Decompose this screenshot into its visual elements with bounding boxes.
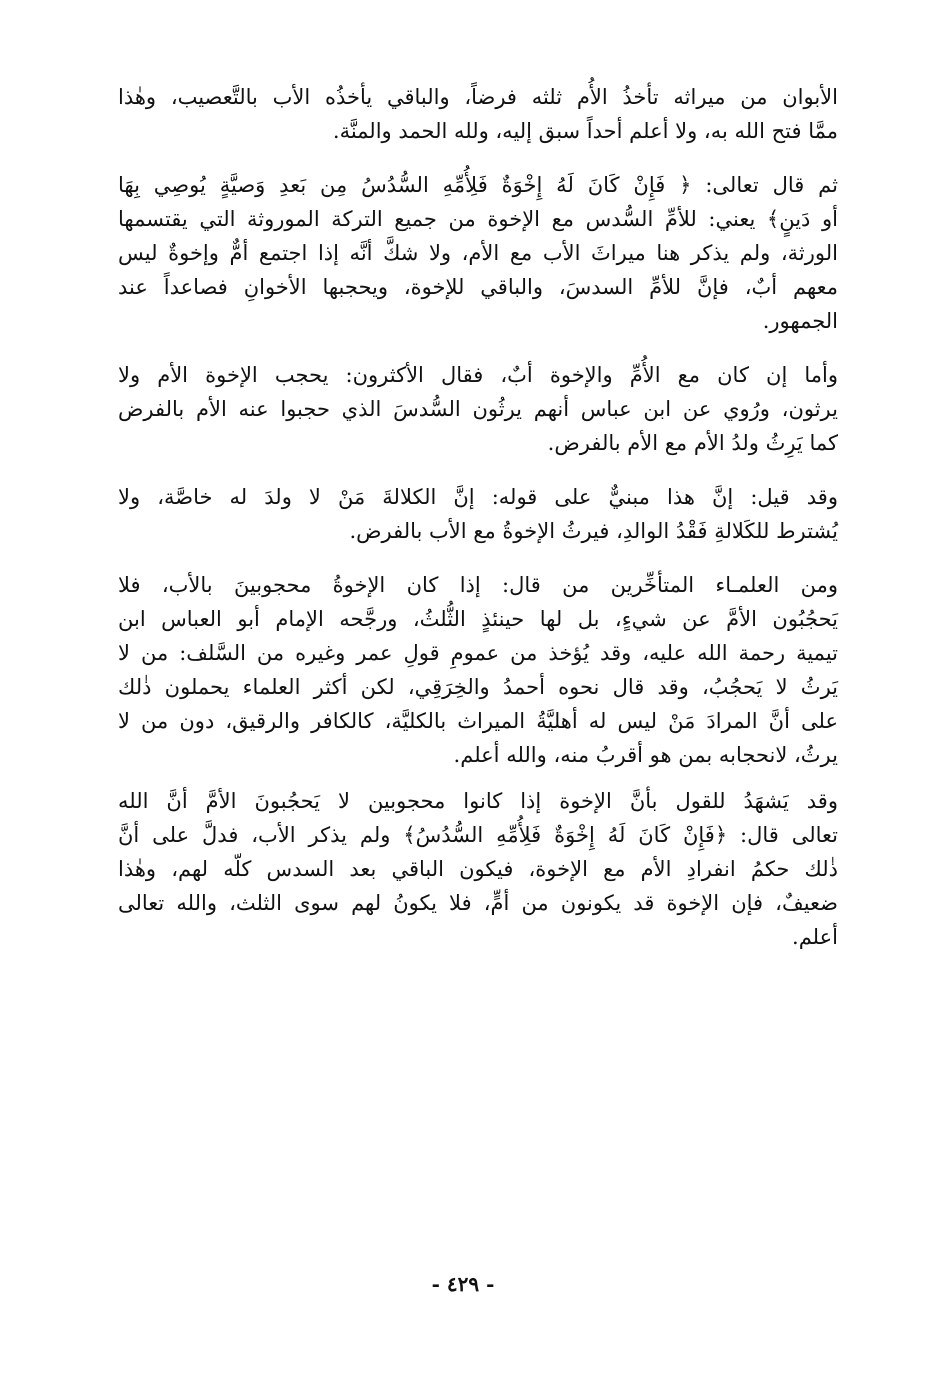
paragraph-4 (118, 480, 838, 548)
text-line: ذٰلك حكمُ انفرادِ الأم مع الإخوة، فيكون الباقي بعد السدس كلّه لهم، وهٰذا (118, 857, 838, 881)
text-line: على أنَّ المرادَ مَنْ ليس له أهليَّةُ الميراث بالكليَّة، كالكافر والرقيق، دون من لا (118, 709, 838, 733)
text-line: يَرثُ لا يَحجُبُ، وقد قال نحوه أحمدُ والخِرَقِي، لكن أكثر العلماء يحملون ذٰلك (118, 675, 838, 699)
paragraph-6 (118, 784, 838, 954)
text-line: كما يَرِثُ ولدُ الأم مع الأم بالفرض. (547, 431, 838, 455)
text-line: أو دَينٍ﴾ يعني: للأمِّ السُّدس مع الإخوة من جميع التركة الموروثة التي يقتسمها (118, 207, 838, 231)
text-line: تعالى قال: ﴿فَإِنْ كَانَ لَهُ إِخْوَةٌ فَلِأُمِّهِ السُّدُسُ﴾ ولم يذكر الأب، فدلَّ على أنَّ (118, 823, 838, 847)
text-line: تيمية رحمة الله عليه، وقد يُؤخذ من عمومِ قولِ عمر وغيره من السَّلف: من لا (118, 641, 838, 665)
text-line: الورثة، ولم يذكر هنا ميراثَ الأب مع الأم، ولا شكَّ أنَّه إذا اجتمع أمٌّ وإخوةٌ ليس (118, 241, 838, 265)
text-line: ضعيفٌ، فإن الإخوة قد يكونون من أمٍّ، فلا يكونُ لهم سوى الثلث، والله تعالى (118, 891, 838, 915)
paragraph-5 (118, 568, 838, 772)
text-line: الأبوان من ميراثه تأخذُ الأُم ثلثه فرضاً، والباقي يأخذُه الأب بالتَّعصيب، وهٰذا (118, 85, 838, 109)
paragraph-3 (118, 358, 838, 460)
page-number: - ٤٢٩ - (431, 1272, 495, 1296)
text-line: الجمهور. (762, 309, 838, 333)
paragraph-1 (118, 80, 838, 148)
text-line: وأما إن كان مع الأُمِّ والإخوة أبٌ، فقال الأكثرون: يحجب الإخوة الأم ولا (118, 363, 838, 387)
paragraph-2 (118, 168, 838, 338)
text-line: يرثون، ورُوي عن ابن عباس أنهم يرثُون السُّدسَ الذي حجبوا عنه الأم بالفرض (118, 397, 838, 421)
text-line: وقد قيل: إنَّ هذا مبنيٌّ على قوله: إنَّ الكلالةَ مَنْ لا ولدَ له خاصَّة، ولا (118, 485, 838, 509)
text-line: يَحجُبُون الأمَّ عن شيءٍ، بل لها حينئذٍ الثُّلثُ، ورجَّحه الإمام أبو العباس ابن (118, 607, 838, 631)
text-line: يرثُ، لانحجابه بمن هو أقربُ منه، والله أعلم. (453, 743, 838, 767)
text-line: ومن العلمـاء المتأخِّرين من قال: إذا كان الإخوةُ محجوبينَ بالأب، فلا (118, 573, 838, 597)
text-line: ثم قال تعالى: ﴿ فَإِنْ كَانَ لَهُ إِخْوَةٌ فَلِأُمِّهِ السُّدُسُ مِن بَعدِ وَصيَّةٍ يُوصِي بِهَا (118, 173, 838, 197)
text-line: وقد يَشهَدُ للقول بأنَّ الإخوة إذا كانوا محجوبين لا يَحجُبونَ الأمَّ أنَّ الله (118, 789, 838, 813)
text-line: أعلم. (792, 925, 838, 949)
text-line: يُشترط للكَلالةِ فَقْدُ الوالدِ، فيرثُ الإخوةُ مع الأب بالفرض. (349, 519, 838, 543)
page-body (118, 80, 838, 966)
text-line: معهم أبٌ، فإنَّ للأمِّ السدسَ، والباقي للإخوة، ويحجبها الأخوانِ فصاعداً عند (118, 275, 838, 299)
text-line: ممَّا فتح الله به، ولا أعلم أحداً سبق إليه، ولله الحمد والمنَّة. (332, 119, 838, 143)
